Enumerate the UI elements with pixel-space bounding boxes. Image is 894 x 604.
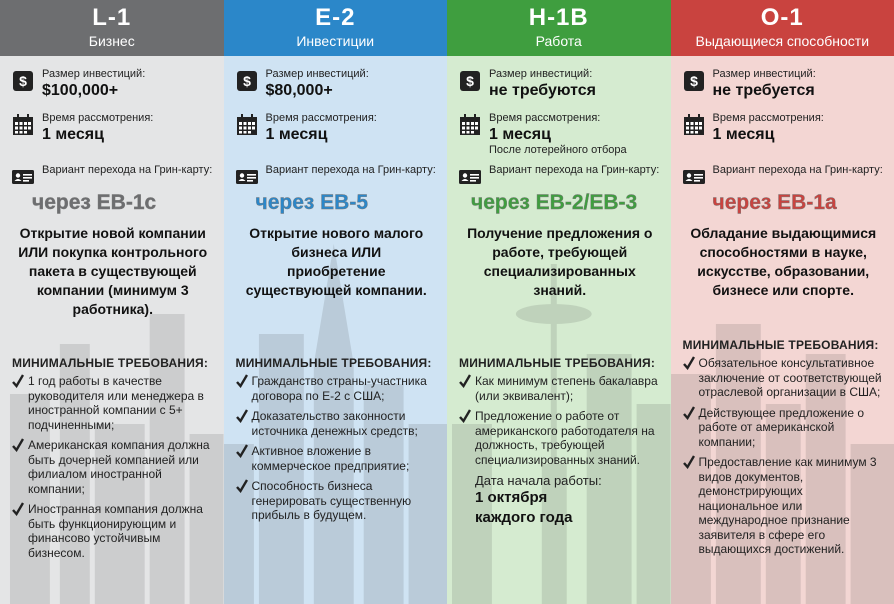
review-row [459,112,661,164]
greencard-path: через EB-5 [255,191,368,214]
svg-text:$: $ [242,73,251,89]
requirement-item: Действующее предложение о работе от американской компании; [683,406,885,450]
min-requirements-title: МИНИМАЛЬНЫЕ ТРЕБОВАНИЯ: [12,356,209,370]
requirements-list [459,374,661,467]
min-requirements-title: МИНИМАЛЬНЫЕ ТРЕБОВАНИЯ: [459,356,656,370]
requirement-item: Гражданство страны-участника договора по E-2 с США; [236,374,438,403]
investment-value: не требуются [489,82,596,99]
visa-code: O-1 [760,4,804,31]
check-icon [236,444,248,458]
id-card-icon [12,166,34,188]
investment-row [236,68,438,112]
calendar-icon [459,114,481,136]
visa-category: Работа [535,33,582,49]
review-row [683,112,885,164]
svg-text:$: $ [466,73,474,89]
requirement-item: Предоставление как минимум 3 видов документов, демонстрирующих национальное или международное признание заявителя в сфере его выдающихся достижений. [683,455,885,557]
id-card-icon [459,166,481,188]
id-card-icon [683,166,705,188]
review-label: Время рассмотрения: [265,112,377,124]
requirement-item: Предложение о работе от американского работодателя на должность, требующей специализированных знаний. [459,409,661,467]
visa-description: Обладание выдающимися способностями в науке, искусстве, образовании, бизнесе или спорте. [690,225,877,298]
svg-text:$: $ [19,73,27,89]
calendar-icon [12,114,34,136]
min-requirements-title: МИНИМАЛЬНЫЕ ТРЕБОВАНИЯ: [235,356,432,370]
id-card-icon [236,166,258,188]
requirements-list [683,356,885,557]
check-icon [459,409,471,423]
column-header [224,0,448,56]
requirement-item: Способность бизнеса генерировать существенную прибыль в будущем. [236,479,438,523]
start-date-label: Дата начала работы: [475,473,602,488]
greencard-row [236,164,438,186]
greencard-row [683,164,885,186]
greencard-row [459,164,661,186]
review-row [12,112,214,164]
investment-value: не требуется [712,82,815,99]
review-label: Время рассмотрения: [712,112,824,124]
greencard-label: Вариант перехода на Грин-карту: [712,164,883,176]
investment-label: Размер инвестиций: [265,68,369,80]
review-label: Время рассмотрения: [42,112,154,124]
investment-value: $80,000+ [265,82,333,99]
column-header [0,0,224,56]
min-requirements-title: МИНИМАЛЬНЫЕ ТРЕБОВАНИЯ: [682,338,879,352]
visa-code: H-1B [528,4,589,31]
calendar-icon [683,114,705,136]
check-icon [683,356,695,370]
visa-description: Получение предложения о работе, требующей специализированных знаний. [467,225,653,298]
visa-code: L-1 [92,4,132,31]
review-value: 1 месяц [265,126,328,143]
check-icon [12,374,24,388]
requirements-list [12,374,214,560]
review-value: 1 месяц [712,126,775,143]
check-icon [236,374,248,388]
review-value: 1 месяц [489,126,551,143]
requirement-item: Активное вложение в коммерческое предприятие; [236,444,438,473]
greencard-label: Вариант перехода на Грин-карту: [489,164,660,176]
investment-value: $100,000+ [42,82,119,99]
review-label: Время рассмотрения: [489,112,601,124]
start-date-value: 1 октября каждого года [475,489,573,526]
visa-category: Выдающиеся способности [695,33,870,49]
requirement-item: 1 год работы в качестве руководителя или менеджера в иностранной компании с 5+ подчиненными; [12,374,214,432]
investment-row [683,68,885,112]
calendar-icon [236,114,258,136]
column-l1 [0,0,224,604]
dollar-icon [12,70,34,92]
investment-row [459,68,661,112]
requirement-item: Американская компания должна быть дочерней компанией или филиалом иностранной компании; [12,438,214,496]
check-icon [683,406,695,420]
check-icon [459,374,471,388]
requirement-item: Как минимум степень бакалавра (или эквивалент); [459,374,661,403]
investment-row [12,68,214,112]
dollar-icon [459,70,481,92]
check-icon [12,502,24,516]
check-icon [236,479,248,493]
visa-description: Открытие новой компании ИЛИ покупка контрольного пакета в существующей компании (минимум 3 работника). [18,225,208,317]
dollar-icon [236,70,258,92]
greencard-label: Вариант перехода на Грин-карту: [265,164,436,176]
column-o1 [671,0,894,604]
greencard-path: через EB-1a [712,191,837,214]
greencard-path: через EB-1c [32,191,157,214]
column-h1b [447,0,671,604]
column-e2 [224,0,448,604]
visa-description: Открытие нового малого бизнеса ИЛИ приобретение существующей компании. [245,225,427,298]
requirement-item: Доказательство законности источника денежных средств; [236,409,438,438]
review-note: После лотерейного отбора [489,144,627,156]
visa-category: Инвестиции [296,33,375,49]
requirement-item: Обязательное консультативное заключение от соответствующей отраслевой организации в США; [683,356,885,400]
check-icon [683,455,695,469]
dollar-icon [683,70,705,92]
investment-label: Размер инвестиций: [42,68,146,80]
column-header [671,0,894,56]
greencard-row [12,164,214,186]
greencard-label: Вариант перехода на Грин-карту: [42,164,213,176]
svg-text:$: $ [689,73,698,89]
investment-label: Размер инвестиций: [712,68,816,80]
visa-category: Бизнес [88,33,135,49]
greencard-path: через EB-2/EB-3 [471,191,638,214]
investment-label: Размер инвестиций: [489,68,593,80]
column-header [447,0,671,56]
check-icon [12,438,24,452]
check-icon [236,409,248,423]
review-row [236,112,438,164]
requirements-list [236,374,438,523]
review-value: 1 месяц [42,126,104,143]
requirement-item: Иностранная компания должна быть функционирующим и финансово устойчивым бизнесом. [12,502,214,560]
visa-code: E-2 [315,4,356,31]
